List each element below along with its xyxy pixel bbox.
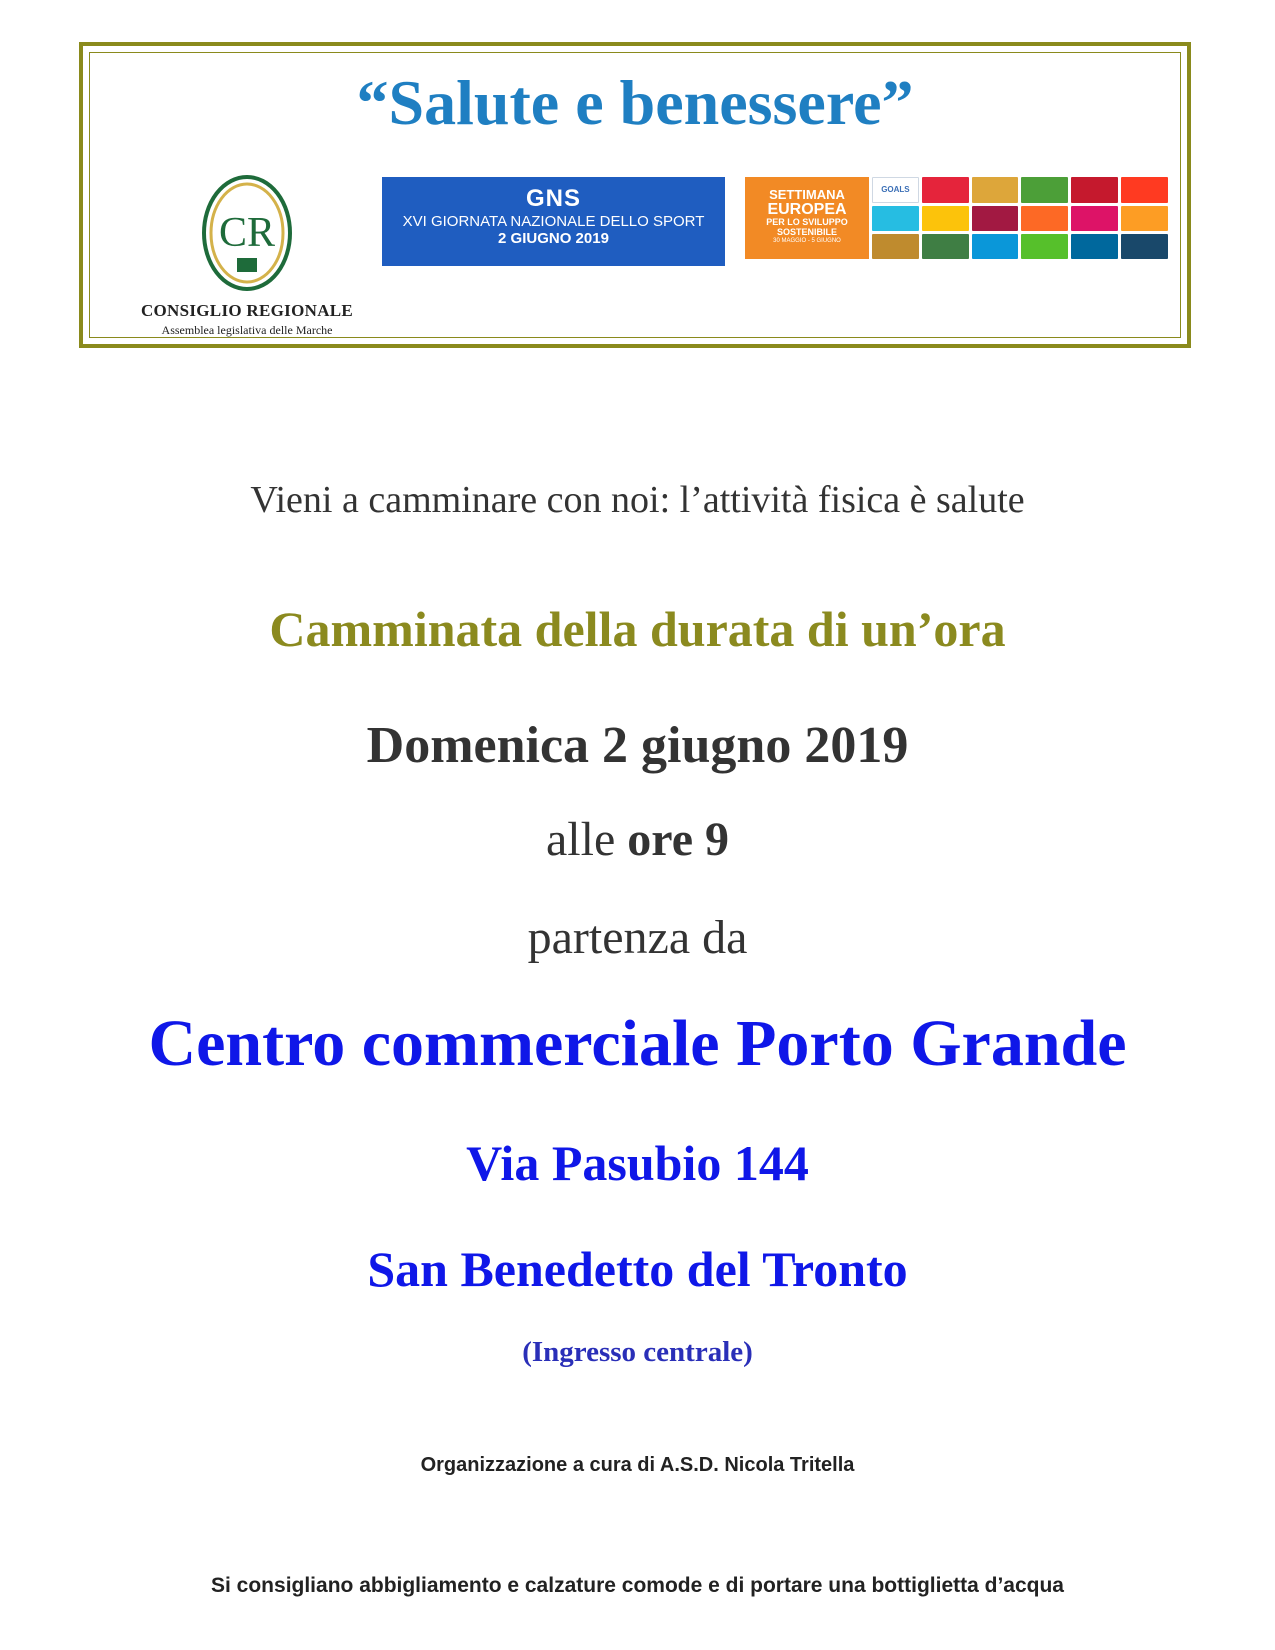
council-subtitle: Assemblea legislativa delle Marche (161, 323, 333, 337)
event-time (0, 812, 1275, 867)
gns-line2: 2 GIUGNO 2019 (498, 230, 609, 247)
sdg-goal-tile (972, 177, 1019, 203)
sdg-goal-tile (1071, 234, 1118, 259)
sdg-goal-tile (1121, 177, 1168, 203)
gns-logo: GNS (525, 185, 581, 212)
gns-banner (382, 177, 725, 266)
time-prefix: alle (545, 813, 616, 866)
sdg-goals-logo-tile: GOALS (872, 177, 919, 203)
council-logo-block (139, 174, 355, 338)
departure-label: partenza da (527, 911, 748, 964)
header-frame (79, 42, 1191, 348)
gns-line1: XVI GIORNATA NAZIONALE DELLO SPORT (402, 213, 705, 230)
sdg-goal-tile (1021, 206, 1068, 231)
sdg-goal-tile (1021, 234, 1068, 259)
organizer-note: Organizzazione a cura di A.S.D. Nicola Tritella (420, 1454, 855, 1476)
council-name: CONSIGLIO REGIONALE (140, 301, 354, 320)
advice-note: Si consigliano abbigliamento e calzature comode e di portare una bottiglietta d’acqua (211, 1574, 1064, 1597)
sdg-goal-tile (1021, 177, 1068, 203)
sdg-goal-tile (922, 177, 969, 203)
intro-text: Vieni a camminare con noi: l’attività fisica è salute (250, 479, 1025, 521)
sdg-goal-tile (1071, 177, 1118, 203)
sdg-goal-tile (972, 206, 1019, 231)
venue-entrance: (Ingresso centrale) (522, 1336, 753, 1368)
time-value: ore 9 (627, 813, 730, 866)
sdg-goal-tile (922, 234, 969, 259)
venue-city: San Benedetto del Tronto (367, 1241, 908, 1297)
sdg-goal-tile (1071, 206, 1118, 231)
sdg-goal-tile (1121, 206, 1168, 231)
event-subhead: Camminata della durata di un’ora (269, 601, 1006, 657)
council-seal-icon (201, 174, 293, 292)
sdg-week-label: SETTIMANA EUROPEA PER LO SVILUPPO SOSTENIBILE 30 MAGGIO - 5 GIUGNO (745, 177, 869, 259)
sdg-goal-tile (922, 206, 969, 231)
council-monogram: CR (218, 210, 276, 256)
venue-street: Via Pasubio 144 (466, 1135, 809, 1191)
sdg-goals-grid (872, 177, 1168, 259)
page-title: “Salute e benessere” (356, 67, 914, 138)
event-date: Domenica 2 giugno 2019 (366, 717, 909, 774)
sdg-goal-tile (872, 234, 919, 259)
sdg-goal-tile (872, 206, 919, 231)
venue-name: Centro commerciale Porto Grande (148, 1007, 1127, 1080)
sdg-goal-tile (972, 234, 1019, 259)
sdg-banner (745, 177, 1168, 259)
sdg-goal-tile (1121, 234, 1168, 259)
